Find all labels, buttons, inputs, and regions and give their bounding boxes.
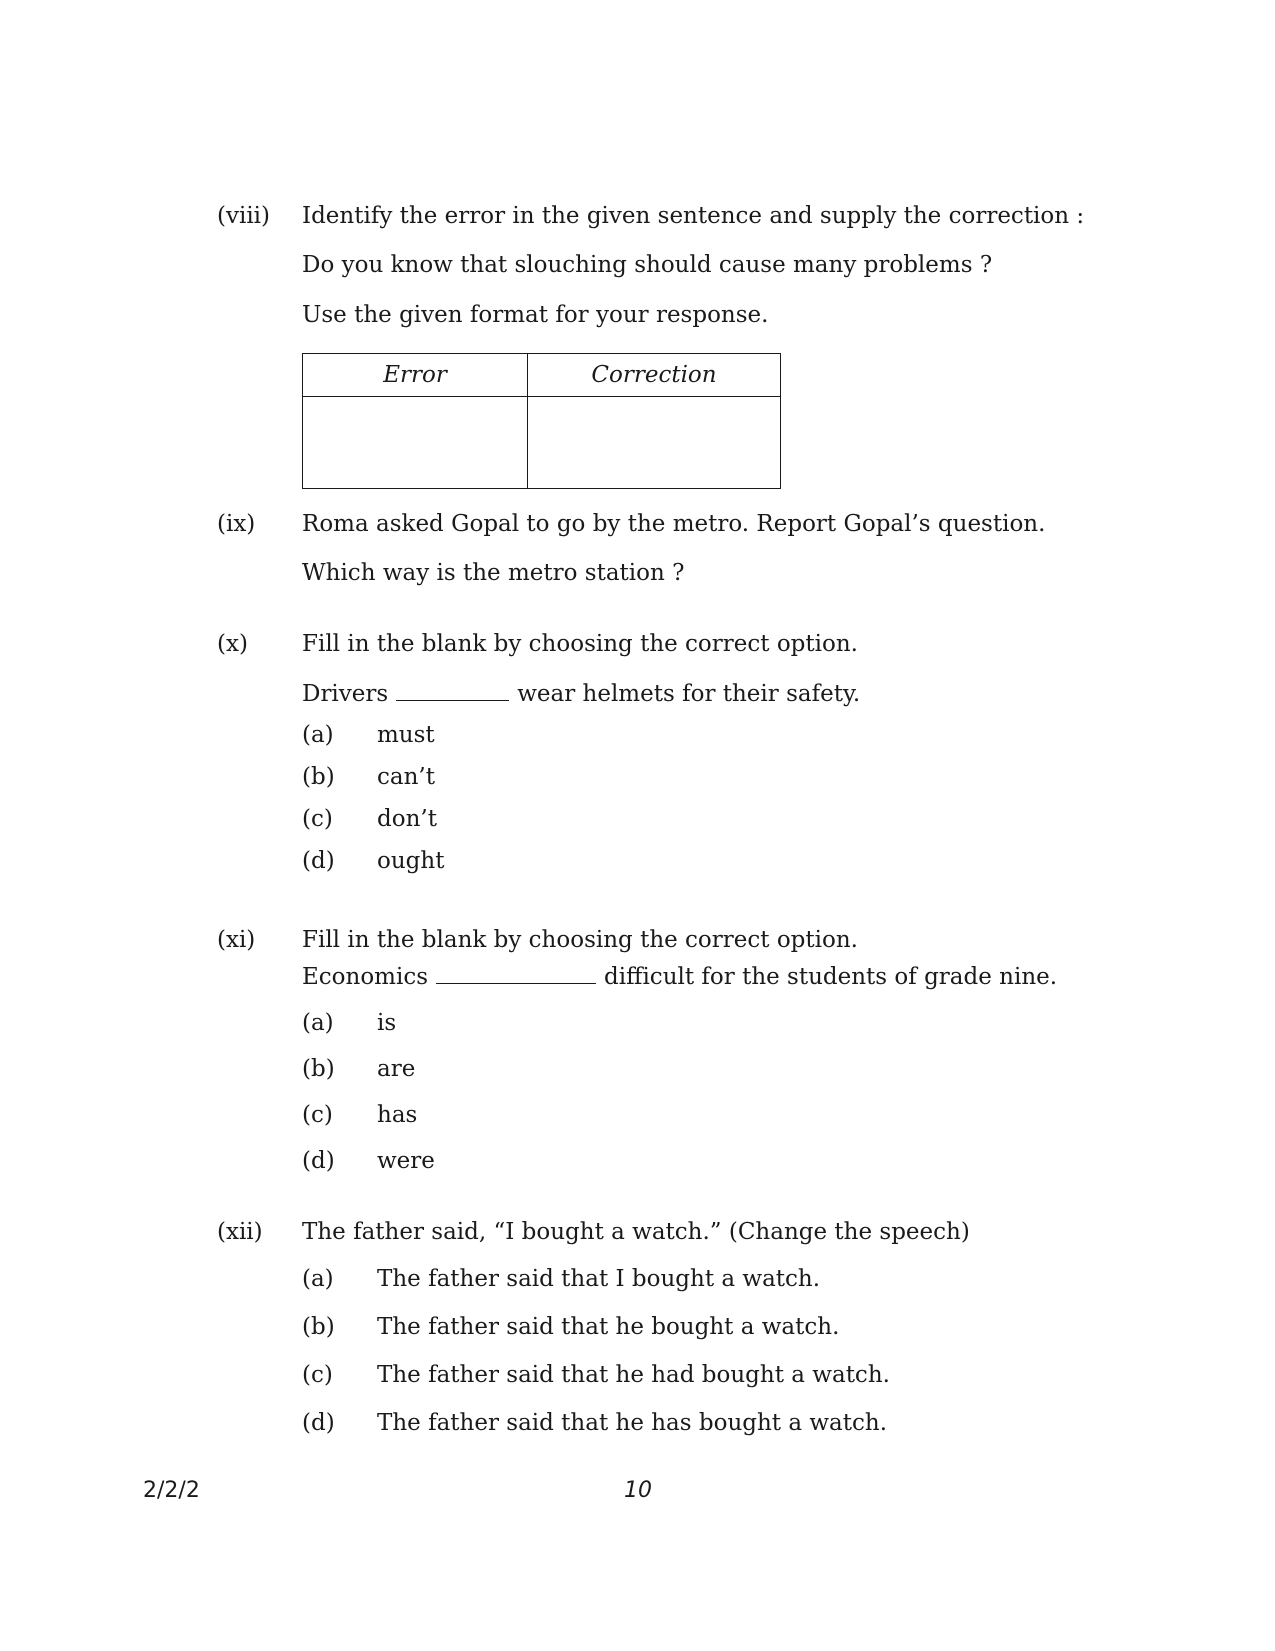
- option-label: (b): [302, 764, 335, 790]
- option-text: The father said that I bought a watch.: [377, 1266, 821, 1292]
- fill-blank-sentence: [302, 962, 1057, 992]
- option-text: are: [377, 1056, 416, 1082]
- correction-cell: [528, 397, 781, 489]
- answer-blank: [436, 963, 596, 984]
- question-sentence: Which way is the metro station ?: [302, 560, 685, 586]
- option-text: has: [377, 1102, 418, 1128]
- error-column-header: Error: [303, 354, 528, 397]
- option-text: The father said that he has bought a watch.: [377, 1410, 888, 1436]
- question-instruction: The father said, “I bought a watch.” (Change the speech): [302, 1219, 970, 1245]
- correction-column-header: Correction: [528, 354, 781, 397]
- sentence-after-blank: wear helmets for their safety.: [517, 681, 861, 707]
- question-number: (xii): [217, 1219, 263, 1245]
- sentence-before-blank: Drivers: [302, 681, 389, 707]
- sentence-before-blank: Economics: [302, 964, 429, 990]
- question-number: (ix): [217, 511, 256, 537]
- option-text: The father said that he had bought a watch.: [377, 1362, 890, 1388]
- response-table: [302, 353, 781, 489]
- format-note: Use the given format for your response.: [302, 302, 769, 328]
- error-cell: [303, 397, 528, 489]
- question-instruction: Roma asked Gopal to go by the metro. Report Gopal’s question.: [302, 511, 1046, 537]
- sentence-after-blank: difficult for the students of grade nine.: [604, 964, 1058, 990]
- option-text: were: [377, 1148, 435, 1174]
- option-label: (a): [302, 722, 334, 748]
- option-label: (a): [302, 1010, 334, 1036]
- option-text: is: [377, 1010, 397, 1036]
- answer-blank: [396, 680, 509, 701]
- paper-code: 2/2/2: [143, 1478, 200, 1503]
- question-number: (viii): [217, 203, 271, 229]
- option-text: can’t: [377, 764, 435, 790]
- option-text: ought: [377, 848, 445, 874]
- option-text: must: [377, 722, 435, 748]
- page-number: 10: [624, 1478, 652, 1503]
- fill-blank-sentence: [302, 679, 860, 709]
- question-number: (x): [217, 631, 248, 657]
- option-label: (a): [302, 1266, 334, 1292]
- option-label: (d): [302, 1148, 335, 1174]
- option-label: (c): [302, 1362, 333, 1388]
- question-instruction: Fill in the blank by choosing the correct option.: [302, 927, 858, 953]
- question-number: (xi): [217, 927, 256, 953]
- option-label: (c): [302, 1102, 333, 1128]
- option-label: (c): [302, 806, 333, 832]
- question-instruction: Fill in the blank by choosing the correct option.: [302, 631, 858, 657]
- question-instruction: Identify the error in the given sentence and supply the correction :: [302, 203, 1085, 229]
- option-text: The father said that he bought a watch.: [377, 1314, 840, 1340]
- option-label: (d): [302, 1410, 335, 1436]
- option-label: (d): [302, 848, 335, 874]
- option-text: don’t: [377, 806, 437, 832]
- option-label: (b): [302, 1056, 335, 1082]
- question-sentence: Do you know that slouching should cause many problems ?: [302, 252, 993, 278]
- option-label: (b): [302, 1314, 335, 1340]
